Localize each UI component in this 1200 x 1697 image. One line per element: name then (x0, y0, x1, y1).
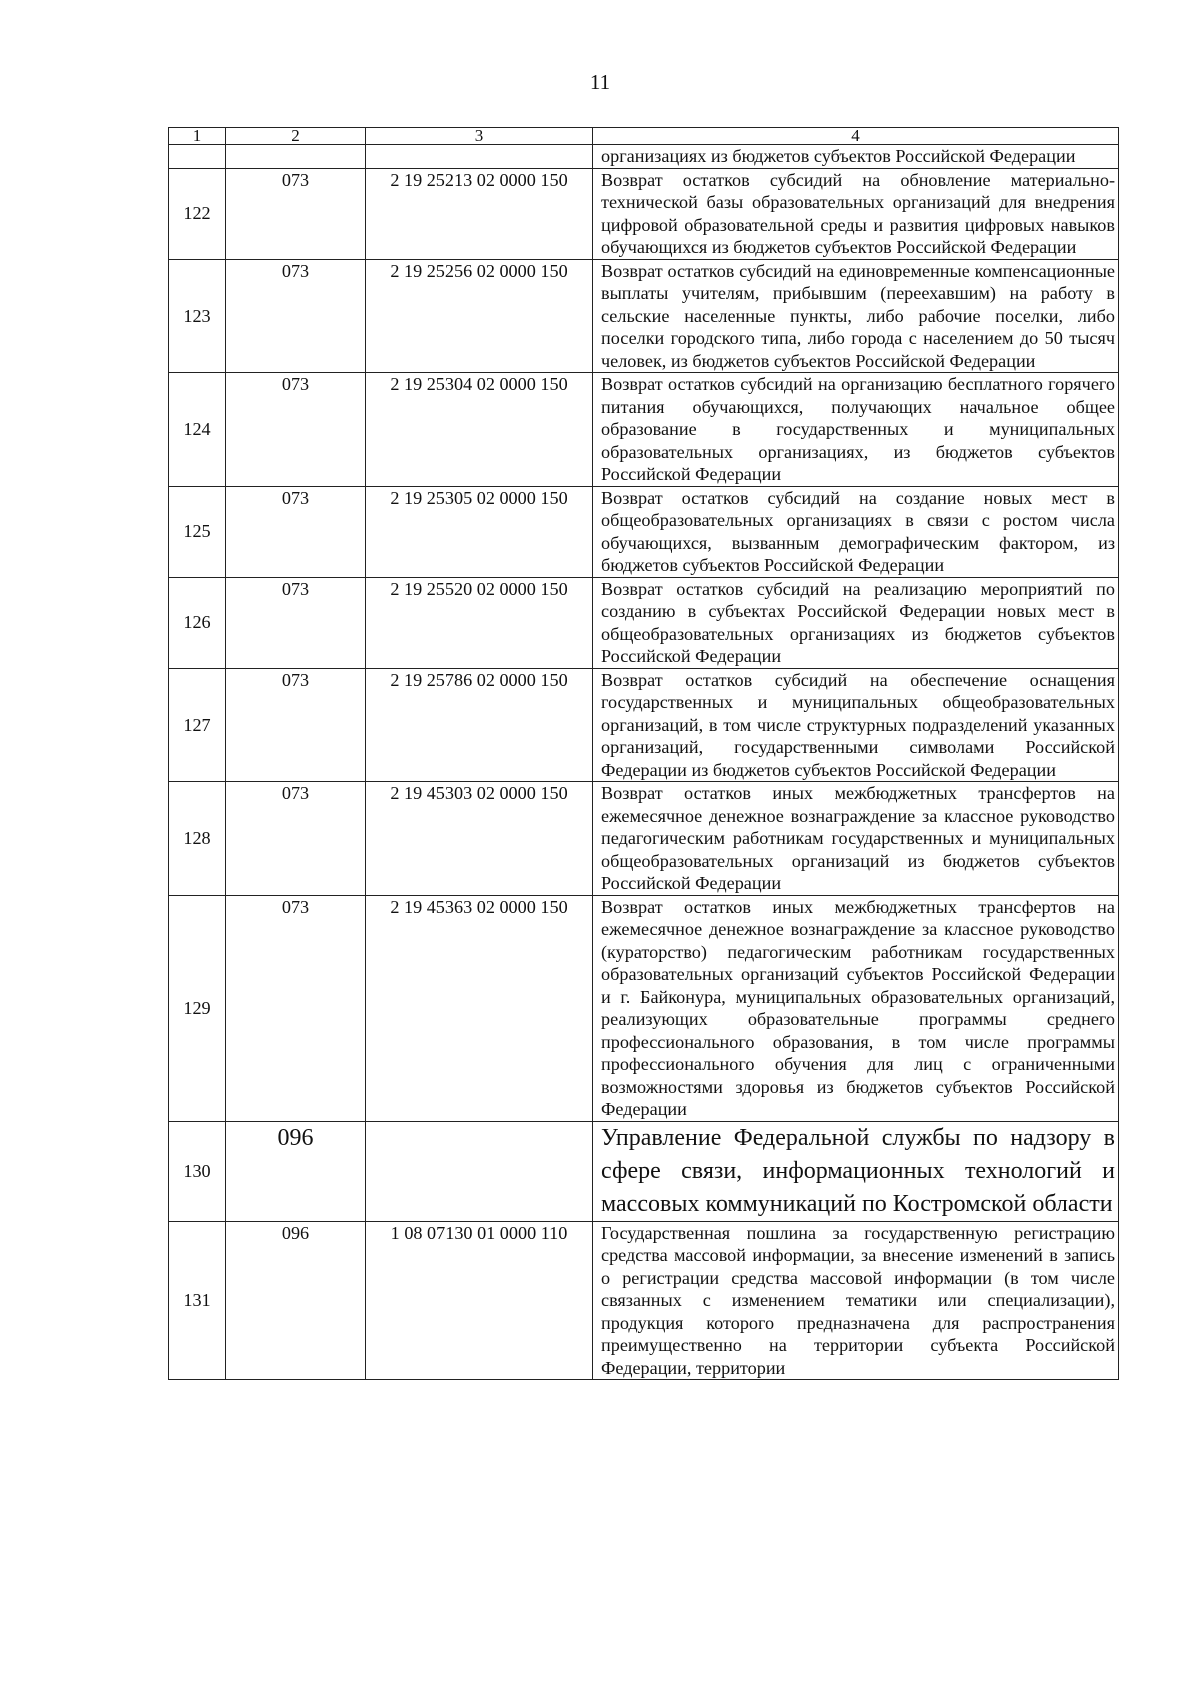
admin-code: 096 (226, 1221, 366, 1380)
admin-code: 073 (226, 782, 366, 896)
income-description: Возврат остатков субсидий на единовременные компенсационные выплаты учителям, прибывшим (переехавшим) на работу в сельские населенные пункты, либо рабочие поселки, либо поселки городского типа, либо города с населением до 50 тысяч человек, из бюджетов субъектов Российской Федерации (593, 259, 1119, 373)
admin-code: 073 (226, 577, 366, 668)
budget-code: 2 19 25213 02 0000 150 (366, 168, 593, 259)
income-description: Возврат остатков субсидий на обновление материально-технической базы образовательных организаций для внедрения цифровой образовательной среды и развития цифровых навыков обучающихся из бюджетов субъектов Российской Федерации (593, 168, 1119, 259)
table-row (169, 259, 1119, 373)
page-number: 11 (589, 70, 611, 94)
admin-code: 096 (226, 1121, 366, 1221)
table-row (169, 486, 1119, 577)
budget-code: 2 19 25786 02 0000 150 (366, 668, 593, 782)
admin-code: 073 (226, 668, 366, 782)
row-number: 122 (169, 168, 226, 259)
table-row (169, 373, 1119, 487)
table-row (169, 1221, 1119, 1380)
table-row (169, 668, 1119, 782)
admin-code: 073 (226, 168, 366, 259)
header-col-1: 1 (169, 128, 226, 145)
budget-code: 2 19 25305 02 0000 150 (366, 486, 593, 577)
income-description: Возврат остатков иных межбюджетных трансфертов на ежемесячное денежное вознаграждение за классное руководство педагогическим работникам государственных и муниципальных общеобразовательных организаций из бюджетов субъектов Российской Федерации (593, 782, 1119, 896)
row-number: 131 (169, 1221, 226, 1380)
row-number: 123 (169, 259, 226, 373)
budget-code (366, 145, 593, 169)
header-col-4: 4 (593, 128, 1119, 145)
table-header-row (169, 128, 1119, 145)
budget-code: 2 19 25520 02 0000 150 (366, 577, 593, 668)
admin-code: 073 (226, 895, 366, 1121)
income-description: Возврат остатков субсидий на обеспечение оснащения государственных и муниципальных общеобразовательных организаций, в том числе структурных подразделений указанных организаций, государственными символами Российской Федерации из бюджетов субъектов Российской Федерации (593, 668, 1119, 782)
admin-code: 073 (226, 259, 366, 373)
income-description: Государственная пошлина за государственную регистрацию средства массовой информации, за внесение изменений в запись о регистрации средства массовой информации (в том числе связанных с изменением тематики или специализации), продукция которого предназначена для распространения преимущественно на территории субъекта Российской Федерации, территории (593, 1221, 1119, 1380)
income-description: Возврат остатков субсидий на реализацию мероприятий по созданию в субъектах Российской Федерации новых мест в общеобразовательных организациях из бюджетов субъектов Российской Федерации (593, 577, 1119, 668)
row-number: 127 (169, 668, 226, 782)
table-row (169, 895, 1119, 1121)
budget-code: 2 19 25304 02 0000 150 (366, 373, 593, 487)
budget-codes-table (168, 127, 1119, 1380)
table-row-administrator (169, 1121, 1119, 1221)
income-description: Возврат остатков субсидий на создание новых мест в общеобразовательных организациях в связи с ростом числа обучающихся, вызванным демографическим фактором, из бюджетов субъектов Российской Федерации (593, 486, 1119, 577)
row-number: 124 (169, 373, 226, 487)
table-row (169, 782, 1119, 896)
income-description: организациях из бюджетов субъектов Российской Федерации (593, 145, 1119, 169)
row-number: 125 (169, 486, 226, 577)
admin-code: 073 (226, 486, 366, 577)
table-row (169, 145, 1119, 169)
budget-code: 1 08 07130 01 0000 110 (366, 1221, 593, 1380)
table-row (169, 577, 1119, 668)
row-number: 128 (169, 782, 226, 896)
row-number: 130 (169, 1121, 226, 1221)
budget-code (366, 1121, 593, 1221)
header-col-3: 3 (366, 128, 593, 145)
budget-code: 2 19 45303 02 0000 150 (366, 782, 593, 896)
header-col-2: 2 (226, 128, 366, 145)
income-description: Возврат остатков иных межбюджетных трансфертов на ежемесячное денежное вознаграждение за классное руководство (кураторство) педагогическим работникам государственных образовательных организаций субъектов Российской Федерации и г. Байконура, муниципальных образовательных организаций, реализующих образовательные программы среднего профессионального образования, в том числе программы профессионального обучения для лиц с ограниченными возможностями здоровья из бюджетов субъектов Российской Федерации (593, 895, 1119, 1121)
row-number: 126 (169, 577, 226, 668)
budget-code: 2 19 25256 02 0000 150 (366, 259, 593, 373)
administrator-name: Управление Федеральной службы по надзору в сфере связи, информационных технологий и массовых коммуникаций по Костромской области (593, 1121, 1119, 1221)
table-row (169, 168, 1119, 259)
admin-code: 073 (226, 373, 366, 487)
income-description: Возврат остатков субсидий на организацию бесплатного горячего питания обучающихся, получающих начальное общее образование в государственных и муниципальных образовательных организациях, из бюджетов субъектов Российской Федерации (593, 373, 1119, 487)
row-number: 129 (169, 895, 226, 1121)
budget-code: 2 19 45363 02 0000 150 (366, 895, 593, 1121)
admin-code (226, 145, 366, 169)
row-number (169, 145, 226, 169)
